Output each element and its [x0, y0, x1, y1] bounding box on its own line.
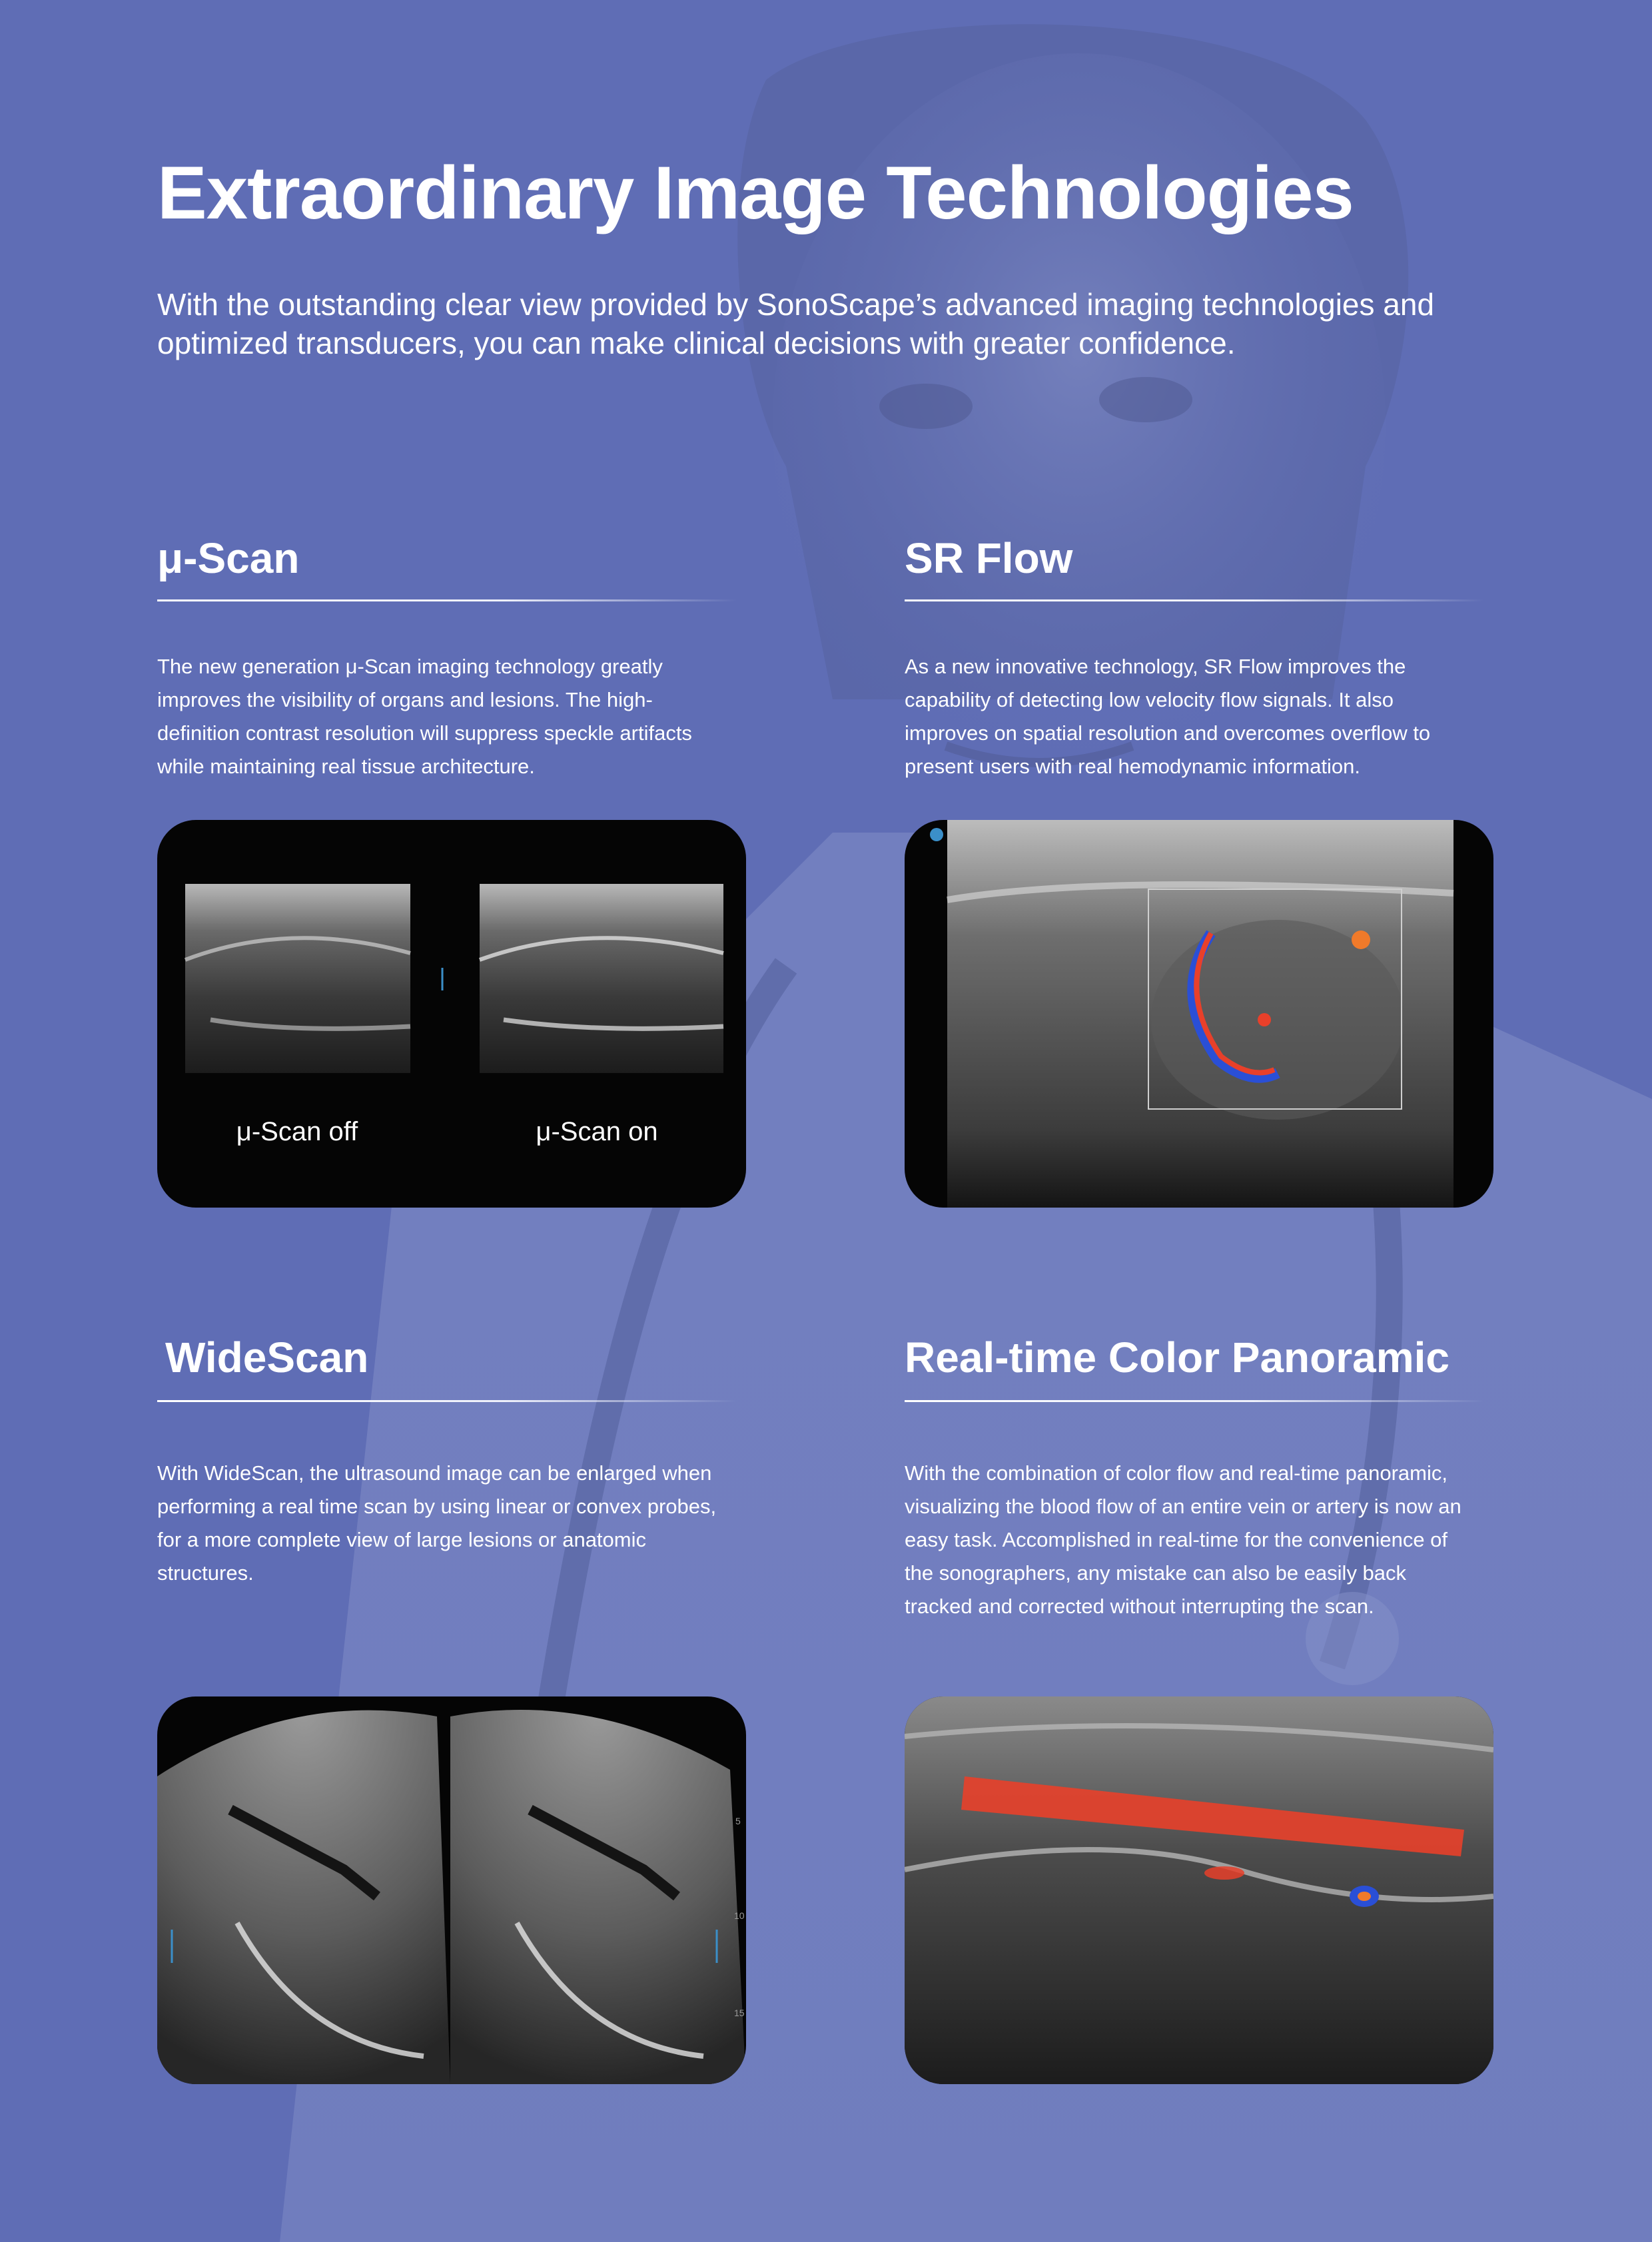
section-title-widescan: WideScan — [165, 1333, 369, 1381]
color-panoramic-image — [905, 1696, 1493, 2084]
caption-mu-scan-on: μ-Scan on — [536, 1117, 658, 1146]
depth-mark-10: 10 — [734, 1910, 745, 1921]
sr-flow-image — [905, 820, 1493, 1208]
depth-mark-15: 15 — [734, 2008, 745, 2018]
section-divider — [157, 1400, 737, 1402]
section-title-sr-flow: SR Flow — [905, 534, 1073, 582]
depth-mark-5: 5 — [735, 1816, 741, 1826]
section-divider — [905, 1400, 1484, 1402]
caption-mu-scan-off: μ-Scan off — [236, 1117, 358, 1146]
section-text-color-panoramic: With the combination of color flow and real-time panoramic, visualizing the blood flow of an entire vein or artery is now an easy task. Accomplished in real-time for the convenience of the sonographers, any mistake can also be easily back tracked and corrected without interrupting the scan. — [905, 1461, 1461, 1618]
section-title-color-panoramic: Real-time Color Panoramic — [905, 1333, 1449, 1381]
page-title: Extraordinary Image Technologies — [157, 151, 1354, 234]
section-divider — [905, 599, 1484, 601]
intro-paragraph: With the outstanding clear view provided by SonoScape’s advanced imaging technologies and optimized transducers, you can make clinical decisions with greater confidence. — [157, 287, 1435, 360]
section-text-sr-flow: As a new innovative technology, SR Flow improves the capability of detecting low velocity flow signals. It also improves on spatial resolution and overcomes overflow to present users with real hemodynamic information. — [905, 655, 1431, 778]
section-divider — [157, 599, 737, 601]
section-title-mu-scan: μ-Scan — [157, 534, 300, 582]
section-text-mu-scan: The new generation μ-Scan imaging technology greatly improves the visibility of organs and lesions. The high-definition contrast resolution will suppress speckle artifacts while maintaining real tissue architecture. — [157, 655, 692, 778]
section-text-widescan: With WideScan, the ultrasound image can be enlarged when performing a real time scan by using linear or convex probes, for a more complete view of large lesions or anatomic structures. — [157, 1461, 717, 1585]
mu-scan-comparison-image — [157, 820, 746, 1208]
widescan-image — [157, 1696, 746, 2084]
